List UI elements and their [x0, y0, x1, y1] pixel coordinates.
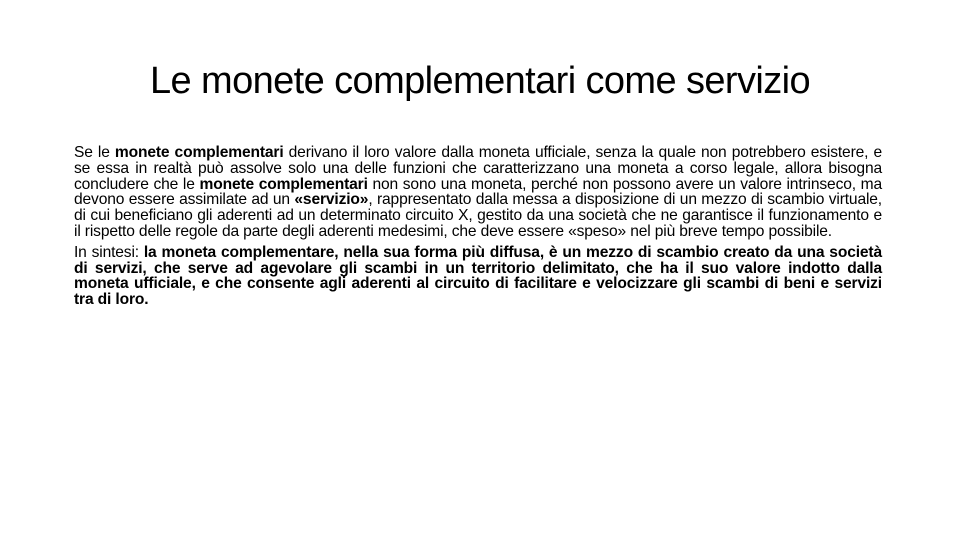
paragraph-2-bold-1: la moneta complementare, nella sua forma più diffusa, è un mezzo di scambio creato da una società di servizi, che serve ad agevolare gli scambi in un territorio delimitato, che ha il suo valore indotto dalla moneta ufficiale, e che consente agli aderenti al circuito di facilitare e velocizzare gli scambi di beni e servizi tra di loro.: [74, 243, 882, 309]
paragraph-1-text-2: derivano il loro valore dalla moneta ufficiale, senza la quale non potrebbero esistere, e se essa in realtà può assolve solo una delle funzioni che caratterizzano una moneta a corso legale, allora bisogna concludere che le: [74, 144, 882, 193]
paragraph-1-bold-1: monete complementari: [114, 144, 284, 161]
slide-body: [74, 145, 882, 308]
paragraph-summary: [74, 245, 882, 308]
paragraph-1-text-1: Se le: [74, 144, 115, 161]
paragraph-1-bold-2: monete complementari: [199, 175, 368, 193]
paragraph-2-text-1: In sintesi:: [74, 243, 144, 261]
slide-title: Le monete complementari come servizio: [150, 60, 810, 102]
paragraph-1-text-3: non sono una moneta, perché non possono avere un valore intrinseco, ma devono essere assimilate ad un: [74, 175, 883, 209]
paragraph-definition: [74, 145, 882, 240]
paragraph-1-bold-3: «servizio»: [294, 191, 369, 209]
paragraph-1-text-4: , rappresentato dalla messa a disposizione di un mezzo di scambio virtuale, di cui beneficiano gli aderenti ad un determinato circuito X, gestito da una società che ne garantisce il funzionamento e il rispetto delle regole da parte degli aderenti medesimi, che deve essere «speso» nel più breve tempo possibile.: [74, 191, 882, 240]
